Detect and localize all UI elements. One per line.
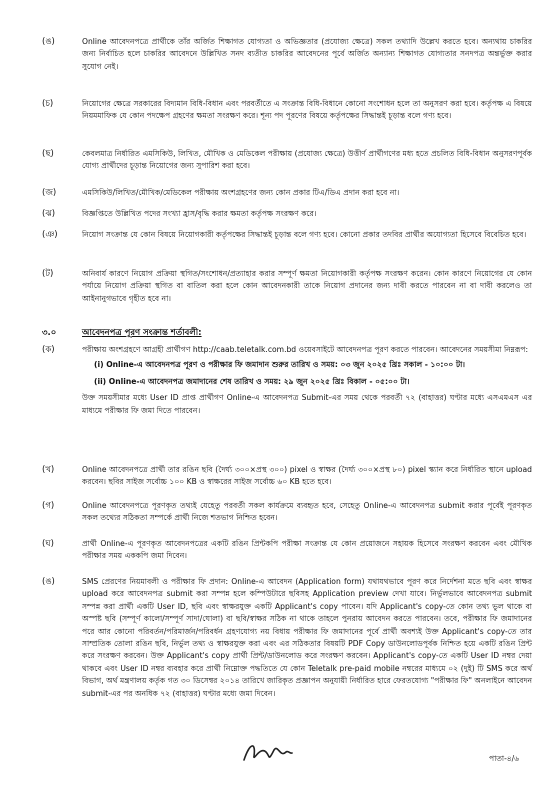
clause-text: নিয়োগ সংক্রান্ত যে কোন বিষয়ে নিয়োগকারী কর্তৃপক্ষের সিদ্ধান্তই চূড়ান্ত বলে গণ্য হবে। কোনো প্রকার তদবির প্রার্থীর অযোগ্যতা হিসেবে বিবেচিত হবে। [82,230,527,239]
clause-text: নিয়োগের ক্ষেত্রে সরকারের বিদ্যমান বিধি-বিধান এবং পরবর্তীতে এ সংক্রান্ত বিধি-বিধানে কোনো সংশোধন হলে তা অনুসরণ করা হবে। কর্তৃপক্ষ এ বিষয়ে নিয়মমাফিক যে কোন পদক্ষেপ গ্রহণের ক্ষমতা সংরক্ষণ করে। শূন্য পদ পূরণের বিষয়ে কর্তৃপক্ষের সিদ্ধান্তই চূড়ান্ত বলে গণ্য হবে। [82,99,532,121]
clause-text: Online আবেদনপত্রে পূরণকৃত তথ্যই যেহেতু পরবর্তী সকল কার্যক্রমে ব্যবহৃত হবে, সেহেতু Online-এ আবেদনপত্র submit করার পূর্বেই পূরণকৃত সকল তথ্যের সঠিকতা সম্পর্কে প্রার্থী নিজে শতভাগ নিশ্চিত হবেন। [82,501,532,523]
page-number: পাতা-৪/৬ [489,754,520,763]
clause-ta [42,268,532,305]
subclause-ga [42,500,532,525]
clause-ja [42,187,532,199]
clause-text: Online আবেদনপত্রে প্রার্থীকে তাঁর অর্জিত শিক্ষাগত যোগ্যতা ও অভিজ্ঞতার (প্রযোজ্য ক্ষেত্রে) সকল তথ্যাদি উল্লেখ করতে হবে। অন্যথায় চাকরির জন্য নির্বাচিত হলে চাকরির আবেদনে উল্লিখিত সনদ ব্যতীত চাকরির আবেদনের পূর্বে অর্জিত অন্যান্য শিক্ষাগত যোগ্যতার সনদপত্র অন্তর্ভুক্ত করার সুযোগ নেই। [82,37,532,71]
clause-number: (ক) [42,345,55,355]
section-title: আবেদনপত্র পূরণ সংক্রান্ত শর্তাবলী: [82,328,202,338]
start-date-line: (i) Online-এ আবেদনপত্র পূরণ ও পরীক্ষার ফি জমাদান শুরুর তারিখ ও সময়: ০৩ জুন ২০২৫ খ্রিঃ সকাল - ১০:০০ টা। [94,360,466,370]
subclause-sms-fee [42,576,532,700]
clause-number: (খ) [42,465,55,475]
clause-number: (ঘ) [42,539,54,549]
clause-text: প্রার্থী Online-এ পূরণকৃত আবেদনপত্রের একটি রঙিন প্রিন্টকপি পরীক্ষা সংক্রান্ত যে কোন প্রয়োজনে সহায়ক হিসেবে সংরক্ষণ করবেন এবং মৌখিক পরীক্ষার সময় এককপি জমা দিবেন। [82,539,532,561]
clause-number: (ছ) [42,149,54,159]
clause-number: (চ) [42,99,54,109]
clause-number: (জ) [42,188,57,198]
clause-chha [42,148,532,173]
subclause-ka [42,344,532,417]
clause-text: কেবলমাত্র নির্ধারিত এমসিকিউ, লিখিত, মৌখিক ও মেডিকেল পরীক্ষায় (প্রযোজ্য ক্ষেত্রে) উত্তীর্ণ প্রার্থীগণের মধ্য হতে প্রচলিত বিধি-বিধান অনুসরণপূর্বক যোগ্য প্রার্থীদের চূড়ান্ত নিয়োগের জন্য সুপারিশ করা হবে। [82,149,532,171]
clause-text: SMS প্রেরণের নিয়মাবলী ও পরীক্ষার ফি প্রদান: Online-এ আবেদন (Application form) যথাযথভাবে পূরণ করে নির্দেশনা মতে ছবি এবং স্বাক্ষর upload করে আবেদনপত্র submit করা সম্পন্ন হলে কম্পিউটারে ছবিসহ Application preview দেখা যাবে। নির্ভুলভাবে আবেদনপত্র submit সম্পন্ন করা প্রার্থী একটি User ID, ছবি এবং স্বাক্ষরযুক্ত একটি Applicant's copy পাবেন। যদি Applicant's copy-তে কোন তথ্য ভুল থাকে বা অস্পষ্ট ছবি (সম্পূর্ণ কালো/সম্পূর্ণ সাদা/ঘোলা) বা ছবি/স্বাক্ষর সঠিক না থাকে তাহলে পুনরায় আবেদন করতে পারবেন। তবে, পরীক্ষার ফি জমাদানের পরে আর কোনো পরিবর্তন/পরিমার্জন/পরিবর্ধন গ্রহণযোগ্য নয় বিধায় পরীক্ষার ফি জমাদানের পূর্বে প্রার্থী অবশ্যই উক্ত Applicant's copy-তে তার সাম্প্রতিক তোলা রঙিন ছবি, নির্ভুল তথ্য ও স্বাক্ষরযুক্ত করা এবং এর সঠিকতার বিষয়টি PDF Copy ডাউনলোডপূর্বক নিশ্চিত হয়ে একটি রঙিন প্রিন্ট করে সংরক্ষণ করবেন। উক্ত Applicant's copy প্রার্থী প্রিন্ট/ডাউনলোড করে সংরক্ষণ করবেন। Applicant's copy-তে একটি User ID নম্বর দেয়া থাকবে এবং User ID নম্বর ব্যবহার করে প্রার্থী নিম্নোক্ত পদ্ধতিতে যে কোন Teletalk pre-paid mobile নম্বরের মাধ্যমে ০২ (দুই) টি SMS করে অর্থ বিভাগ, অর্থ মন্ত্রণালয় কর্তৃক গত ৩০ ডিসেম্বর ২০১৪ তারিখে জারিকৃত প্রজ্ঞাপন অনুযায়ী নির্ধারিত হারে ফেরতযোগ্য "পরীক্ষার ফি" অনলাইনে আবেদন submit-এর পর অনধিক ৭২ (বাহাত্তর) ঘণ্টার মধ্যে জমা দিবেন। [82,577,532,698]
clause-text: Online আবেদনপত্রে প্রার্থী তার রঙিন ছবি (দৈর্ঘ্য ৩০০×প্রস্থ ৩০০) pixel ও স্বাক্ষর (দৈর্ঘ্য ৩০০×প্রস্থ ৮০) pixel স্ক্যান করে নির্ধারিত স্থানে upload করবেন। ছবির সাইজ সর্বোচ্চ ১০০ KB ও স্বাক্ষরের সাইজ সর্বোচ্চ ৬০ KB হতে হবে। [82,465,532,487]
clause-number: (ঙ) [42,37,55,47]
subclause-gha [42,538,532,563]
signature-icon [240,738,294,766]
clause-nya [42,229,532,241]
clause-cha [42,98,532,123]
end-date-line: (ii) Online-এ আবেদনপত্র জমাদানের শেষ তারিখ ও সময়: ২৯ জুন ২০২৫ খ্রিঃ বিকাল - ০৫:০০ টা। [94,376,410,386]
clause-jha [42,208,532,220]
clause-text-continued: উক্ত সময়সীমার মধ্যে User ID প্রাপ্ত প্রার্থীগণ Online-এ আবেদনপত্র Submit-এর সময় থেকে পরবর্তী ৭২ (বাহাত্তর) ঘণ্টার মধ্যে এসএমএস এর মাধ্যমে পরীক্ষার ফি জমা দিতে পারবেন। [82,393,532,415]
clause-number: (ঝ) [42,209,56,219]
clause-uma [42,36,532,73]
subclause-kha [42,464,532,489]
clause-number: (ঙ) [42,577,55,587]
clause-text: বিজ্ঞপ্তিতে উল্লিখিত পদের সংখ্যা হ্রাস/বৃদ্ধি করার ক্ষমতা কর্তৃপক্ষ সংরক্ষণ করে। [82,209,317,218]
clause-text: পরীক্ষায় অংশগ্রহণে আগ্রহী প্রার্থীগণ http://caab.teletalk.com.bd ওয়েবসাইটে আবেদনপত্র পূরণ করতে পারবেন। আবেদনের সময়সীমা নিম্নরূপ: [82,345,529,354]
clause-number: (ঞ) [42,230,58,240]
section-number: ৩.০ [42,328,57,338]
clause-text: এমসিকিউ/লিখিত/মৌখিক/মেডিকেল পরীক্ষায় অংশগ্রহণের জন্য কোন প্রকার টিএ/ডিএ প্রদান করা হবে না। [82,188,400,197]
clause-number: (গ) [42,501,55,511]
clause-text: অনিবার্য কারণে নিয়োগ প্রক্রিয়া স্থগিত/সংশোধন/প্রত্যাহার করার সম্পূর্ণ ক্ষমতা নিয়োগকারী কর্তৃপক্ষ সংরক্ষণ করেন। কোন কারণে নিয়োগের যে কোন পর্যায়ে নিয়োগ প্রক্রিয়া স্থগিত বা বাতিল করা হলে কোন আবেদনকারী তাকে নিয়োগ প্রদানের জন্য দাবী করতে পারবেন না বা দাবী করলেও তা আইনানুগভাবে গৃহীত হবে না। [82,269,532,303]
clause-number: (ট) [42,269,54,279]
